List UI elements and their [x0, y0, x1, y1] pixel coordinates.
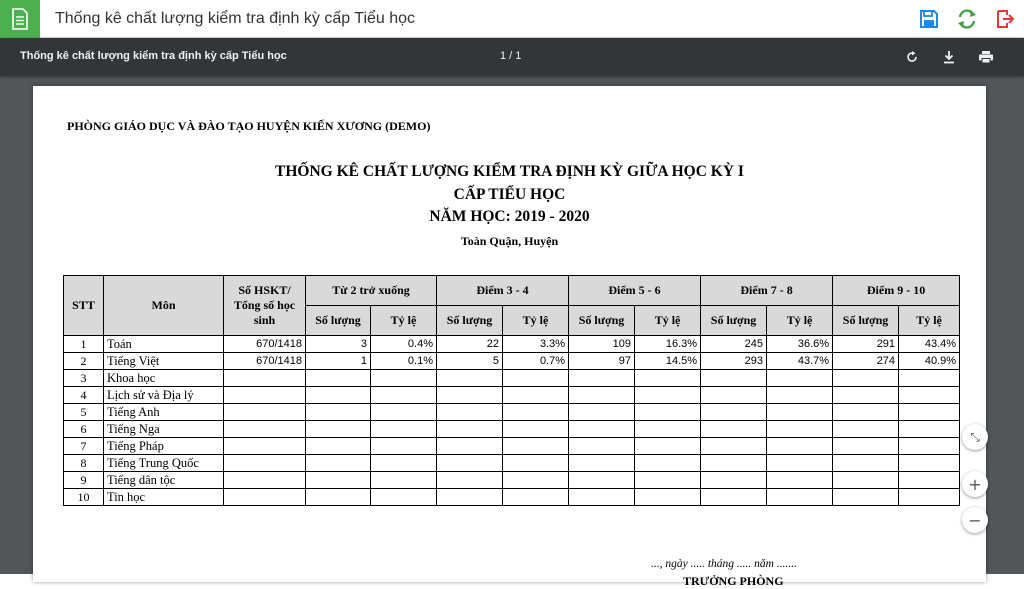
row-count — [701, 472, 767, 489]
row-stt: 3 — [64, 370, 104, 387]
row-total — [224, 421, 306, 438]
row-rate — [371, 489, 437, 506]
row-count — [569, 455, 635, 472]
row-subject: Tiếng dân tộc — [104, 472, 224, 489]
row-rate — [503, 421, 569, 438]
row-rate — [767, 370, 833, 387]
table-row — [64, 438, 960, 455]
exit-icon — [995, 9, 1015, 29]
row-rate — [371, 438, 437, 455]
row-rate — [503, 455, 569, 472]
row-rate: 0.1% — [371, 353, 437, 370]
row-count — [437, 489, 503, 506]
row-count — [569, 387, 635, 404]
zoom-out-button[interactable] — [962, 507, 988, 533]
col-group-header: Từ 2 trở xuống — [306, 276, 437, 306]
row-count — [701, 455, 767, 472]
app-header — [0, 0, 1024, 38]
row-rate — [767, 489, 833, 506]
row-rate — [371, 404, 437, 421]
row-count — [701, 404, 767, 421]
row-stt: 7 — [64, 438, 104, 455]
row-count — [569, 370, 635, 387]
col-header-count: Số lượng — [306, 306, 371, 336]
col-group-header: Điểm 9 - 10 — [833, 276, 960, 306]
document-icon — [0, 0, 40, 38]
header-actions — [910, 0, 1024, 38]
row-rate — [767, 472, 833, 489]
row-stt: 10 — [64, 489, 104, 506]
fit-page-button[interactable] — [962, 424, 988, 450]
col-header-stt: STT — [64, 276, 104, 336]
row-total — [224, 472, 306, 489]
row-rate: 0.7% — [503, 353, 569, 370]
org-name: PHÒNG GIÁO DỤC VÀ ĐÀO TẠO HUYỆN KIẾN XƯƠNG (DEMO) — [67, 119, 431, 133]
col-header-rate: Tỷ lệ — [635, 306, 701, 336]
row-rate — [371, 387, 437, 404]
row-rate — [767, 404, 833, 421]
row-rate — [503, 438, 569, 455]
row-count — [701, 421, 767, 438]
row-total — [224, 370, 306, 387]
row-stt: 1 — [64, 336, 104, 353]
row-total — [224, 455, 306, 472]
row-count — [306, 489, 371, 506]
row-count: 97 — [569, 353, 635, 370]
row-count — [833, 421, 899, 438]
row-rate — [371, 472, 437, 489]
row-rate — [899, 370, 960, 387]
table-row — [64, 404, 960, 421]
row-subject: Toán — [104, 336, 224, 353]
row-count — [569, 472, 635, 489]
row-rate — [635, 438, 701, 455]
col-header-subject: Môn — [104, 276, 224, 336]
row-rate — [635, 404, 701, 421]
row-subject: Lịch sử và Địa lý — [104, 387, 224, 404]
row-count: 245 — [701, 336, 767, 353]
row-rate — [767, 421, 833, 438]
row-stt: 2 — [64, 353, 104, 370]
row-stt: 9 — [64, 472, 104, 489]
row-count: 5 — [437, 353, 503, 370]
row-subject: Tiếng Nga — [104, 421, 224, 438]
row-rate — [767, 438, 833, 455]
row-count — [833, 455, 899, 472]
table-row — [64, 370, 960, 387]
row-rate — [635, 387, 701, 404]
col-header-rate: Tỷ lệ — [371, 306, 437, 336]
row-count — [437, 472, 503, 489]
row-count — [437, 421, 503, 438]
print-button[interactable] — [976, 47, 996, 67]
row-rate — [767, 455, 833, 472]
report-level: CẤP TIỂU HỌC — [453, 186, 566, 203]
row-rate — [899, 455, 960, 472]
pdf-viewer — [0, 38, 1024, 588]
save-icon — [919, 9, 939, 29]
row-rate: 43.4% — [899, 336, 960, 353]
zoom-out-icon: − — [968, 510, 982, 530]
row-subject: Tiếng Anh — [104, 404, 224, 421]
fit-page-icon: ⤡ — [970, 429, 980, 444]
row-rate: 3.3% — [503, 336, 569, 353]
row-rate — [899, 438, 960, 455]
report-scope: Toàn Quận, Huyện — [460, 234, 559, 248]
row-count — [437, 438, 503, 455]
row-count — [306, 438, 371, 455]
report-page — [33, 86, 986, 588]
viewer-toolbar — [0, 38, 1024, 76]
row-count: 1 — [306, 353, 371, 370]
row-count — [569, 438, 635, 455]
row-count: 274 — [833, 353, 899, 370]
row-rate — [503, 370, 569, 387]
save-button[interactable] — [910, 0, 948, 38]
table-row — [64, 472, 960, 489]
print-icon — [978, 50, 994, 64]
row-rate: 40.9% — [899, 353, 960, 370]
row-count — [306, 387, 371, 404]
row-rate — [767, 387, 833, 404]
col-group-header: Điểm 3 - 4 — [437, 276, 569, 306]
row-count — [701, 387, 767, 404]
col-header-rate: Tỷ lệ — [899, 306, 960, 336]
row-count — [306, 455, 371, 472]
col-header-count: Số lượng — [437, 306, 503, 336]
row-count — [569, 404, 635, 421]
refresh-button[interactable] — [948, 0, 986, 38]
row-total: 670/1418 — [224, 336, 306, 353]
report-school-year: NĂM HỌC: 2019 - 2020 — [429, 208, 590, 225]
row-stt: 4 — [64, 387, 104, 404]
table-row — [64, 387, 960, 404]
zoom-in-icon: + — [968, 474, 982, 494]
row-count: 3 — [306, 336, 371, 353]
row-subject: Khoa học — [104, 370, 224, 387]
row-count — [701, 370, 767, 387]
row-rate: 16.3% — [635, 336, 701, 353]
row-rate — [899, 489, 960, 506]
row-count — [833, 489, 899, 506]
row-rate — [371, 455, 437, 472]
row-rate — [635, 421, 701, 438]
download-button[interactable] — [939, 47, 959, 67]
row-count — [833, 438, 899, 455]
row-subject: Tiếng Việt — [104, 353, 224, 370]
stats-table — [63, 275, 960, 506]
row-count — [306, 404, 371, 421]
row-rate: 36.6% — [767, 336, 833, 353]
table-row — [64, 455, 960, 472]
row-total — [224, 438, 306, 455]
row-subject: Tiếng Pháp — [104, 438, 224, 455]
col-header-rate: Tỷ lệ — [503, 306, 569, 336]
exit-button[interactable] — [986, 0, 1024, 38]
col-header-count: Số lượng — [701, 306, 767, 336]
row-count: 22 — [437, 336, 503, 353]
col-group-header: Điểm 5 - 6 — [569, 276, 701, 306]
viewer-actions — [902, 47, 996, 67]
table-row — [64, 421, 960, 438]
row-count — [701, 489, 767, 506]
report-title: THỐNG KÊ CHẤT LƯỢNG KIỂM TRA ĐỊNH KỲ GIỮA HỌC KỲ I — [275, 163, 744, 180]
viewer-doc-title: Thống kê chất lượng kiểm tra định kỳ cấp Tiểu học — [20, 50, 287, 62]
row-stt: 8 — [64, 455, 104, 472]
col-header-count: Số lượng — [569, 306, 635, 336]
row-rate — [503, 404, 569, 421]
row-count — [833, 387, 899, 404]
row-stt: 6 — [64, 421, 104, 438]
row-rate — [635, 455, 701, 472]
row-total: 670/1418 — [224, 353, 306, 370]
col-group-header: Điểm 7 - 8 — [701, 276, 833, 306]
refresh-icon — [956, 8, 978, 30]
row-rate — [371, 370, 437, 387]
row-rate — [635, 370, 701, 387]
app-title: Thống kê chất lượng kiểm tra định kỳ cấp Tiểu học — [55, 9, 416, 27]
row-rate — [635, 472, 701, 489]
row-count: 291 — [833, 336, 899, 353]
table-row — [64, 353, 960, 370]
row-rate: 43.7% — [767, 353, 833, 370]
row-rate — [635, 489, 701, 506]
rotate-icon — [905, 50, 919, 64]
signature-title: TRƯỞNG PHÒNG — [683, 574, 784, 588]
row-count — [701, 438, 767, 455]
row-count — [306, 370, 371, 387]
row-rate — [503, 387, 569, 404]
row-count — [306, 472, 371, 489]
row-subject: Tiếng Trung Quốc — [104, 455, 224, 472]
row-rate: 0.4% — [371, 336, 437, 353]
page-indicator: 1 / 1 — [500, 50, 522, 62]
row-count: 109 — [569, 336, 635, 353]
row-rate: 14.5% — [635, 353, 701, 370]
row-rate — [899, 404, 960, 421]
col-header-total: Số HSKT/ Tổng số học sinh — [224, 276, 306, 336]
row-count: 293 — [701, 353, 767, 370]
row-count — [437, 404, 503, 421]
row-total — [224, 404, 306, 421]
table-row — [64, 336, 960, 353]
row-count — [437, 370, 503, 387]
row-stt: 5 — [64, 404, 104, 421]
table-row — [64, 489, 960, 506]
row-rate — [503, 489, 569, 506]
date-line: ..., ngày ..... tháng ..... năm ....... — [651, 558, 797, 570]
col-header-rate: Tỷ lệ — [767, 306, 833, 336]
row-subject: Tin học — [104, 489, 224, 506]
rotate-button[interactable] — [902, 47, 922, 67]
row-count — [437, 387, 503, 404]
row-count — [437, 455, 503, 472]
col-header-count: Số lượng — [833, 306, 899, 336]
row-count — [833, 404, 899, 421]
row-rate — [899, 472, 960, 489]
stats-table-body — [64, 336, 960, 506]
download-icon — [942, 50, 956, 64]
row-rate — [899, 387, 960, 404]
row-rate — [899, 421, 960, 438]
row-rate — [503, 472, 569, 489]
row-total — [224, 387, 306, 404]
row-count — [833, 370, 899, 387]
row-count — [569, 421, 635, 438]
row-total — [224, 489, 306, 506]
row-count — [569, 489, 635, 506]
row-count — [833, 472, 899, 489]
row-rate — [371, 421, 437, 438]
zoom-in-button[interactable] — [962, 471, 988, 497]
row-count — [306, 421, 371, 438]
